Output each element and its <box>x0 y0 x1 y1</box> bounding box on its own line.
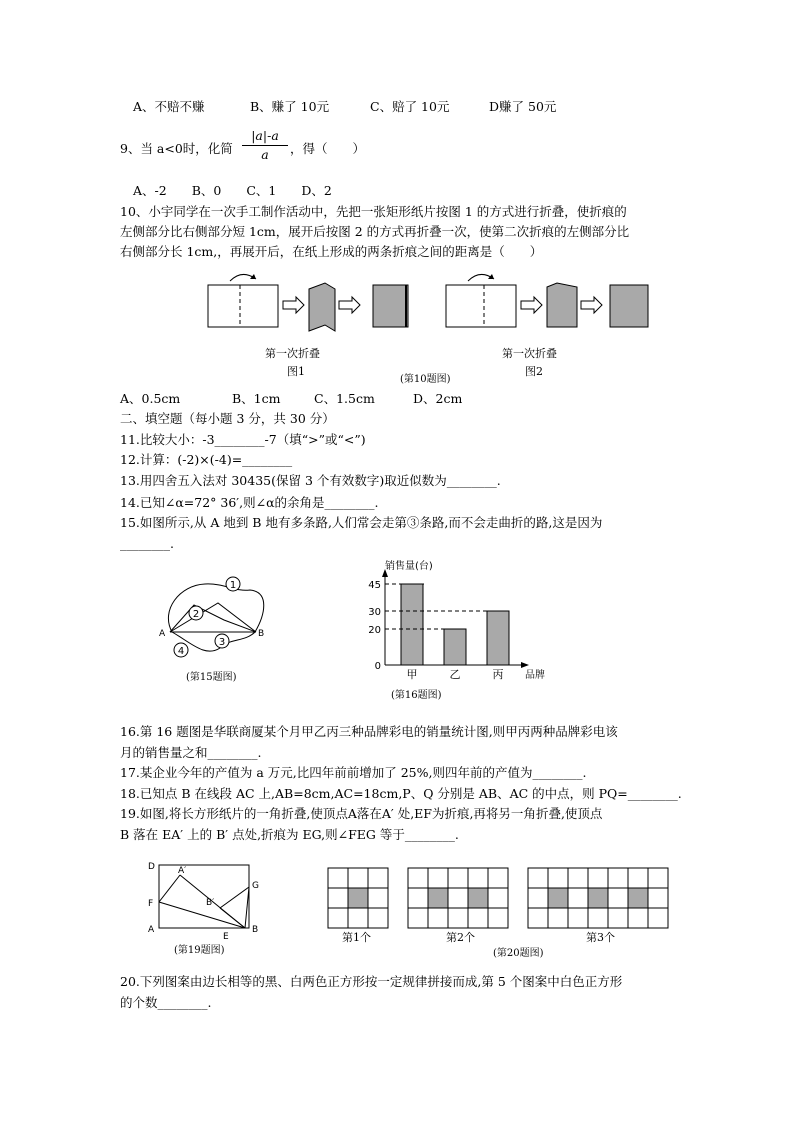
black-square <box>468 888 488 908</box>
fig16-chart <box>355 555 555 690</box>
pattern-3 <box>528 868 668 928</box>
q14: 14.已知∠α=72° 36′,则∠α的余角是________. <box>120 495 379 510</box>
fig2-arrow-2 <box>581 297 602 313</box>
white-square <box>628 868 648 888</box>
fig1-folding <box>309 283 335 331</box>
black-square <box>628 888 648 908</box>
fig19-F: F <box>148 899 154 909</box>
fig19-G: G <box>252 881 259 891</box>
q9-text-after: ，得（ ） <box>290 141 366 156</box>
fig15 <box>150 570 280 665</box>
fig19-B1: B′ <box>206 898 215 908</box>
fig19-caption: (第19题图) <box>174 945 225 956</box>
white-square <box>348 868 368 888</box>
chart-ylabel: 销售量(台) <box>385 561 433 572</box>
q8-option-b: B、赚了 10元 <box>250 99 330 114</box>
fig20 <box>320 864 680 934</box>
q10-line3: 右侧部分长 1cm,，再展开后，在纸上形成的两条折痕之间的距离是（ ） <box>120 244 543 259</box>
fig2-caption: 第一次折叠 <box>502 347 557 360</box>
route4-label: 4 <box>177 646 185 657</box>
q9-options: A、-2 B、0 C、1 D、2 <box>133 183 332 198</box>
q10-option-b: B、1cm <box>232 391 281 406</box>
x-category-label: 丙 <box>492 668 504 681</box>
y-tick-label: 30 <box>368 607 381 618</box>
white-square <box>328 868 348 888</box>
q10-option-c: C、1.5cm <box>314 391 375 406</box>
black-square <box>348 888 368 908</box>
q15-line1: 15.如图所示,从 A 地到 B 地有多条路,人们常会走第③条路,而不会走曲折的路,这是因为 <box>120 515 603 530</box>
q10-figure <box>200 265 660 385</box>
fig15-caption: (第15题图) <box>186 672 237 683</box>
q15-line2: ________. <box>120 536 174 551</box>
fig19-A1: A′ <box>178 866 187 876</box>
bar-丙 <box>487 611 509 665</box>
white-square <box>448 908 468 928</box>
q18: 18.已知点 B 在线段 AC 上,AB=8cm,AC=18cm,P、Q 分别是 AB、AC 的中点，则 PQ=________. <box>120 786 682 801</box>
chart-caption: (第16题图) <box>391 690 442 701</box>
q9-fraction <box>242 128 288 163</box>
q20-line2: 的个数________. <box>120 995 212 1010</box>
pattern-2 <box>408 868 508 928</box>
q8-option-a: A、不赔不赚 <box>133 99 205 114</box>
point-b-label: B <box>258 629 265 639</box>
fig2-group <box>446 274 648 327</box>
fig20-cap2: 第2个 <box>446 931 475 944</box>
white-square <box>368 888 388 908</box>
fig19-A: A <box>148 925 155 935</box>
white-square <box>648 908 668 928</box>
x-axis-arrow <box>521 662 529 668</box>
fig1-folded <box>373 285 408 327</box>
route-2-branch <box>170 605 256 632</box>
white-square <box>448 868 468 888</box>
bar-甲 <box>401 584 423 665</box>
white-square <box>628 908 648 928</box>
q9-text-before: 9、当 a<0时，化简 <box>120 141 233 156</box>
q10-option-a: A、0.5cm <box>120 391 181 406</box>
fig20-cap1: 第1个 <box>342 931 371 944</box>
pattern-1 <box>328 868 388 928</box>
white-square <box>368 908 388 928</box>
white-square <box>528 888 548 908</box>
white-square <box>588 908 608 928</box>
fig1-arrow-2 <box>339 297 360 313</box>
fig1-paper <box>208 285 278 327</box>
y-tick-label: 20 <box>368 625 381 636</box>
white-square <box>468 868 488 888</box>
fig19-B: B <box>252 925 259 935</box>
q17: 17.某企业今年的产值为 a 万元,比四年前前增加了 25%,则四年前的产值为________. <box>120 765 587 780</box>
q20-line1: 20.下列图案由边长相等的黑、白两色正方形按一定规律拼接而成,第 5 个图案中白色正方形 <box>120 974 623 989</box>
q9-denominator: a <box>261 147 269 162</box>
route2-label: 2 <box>192 609 200 620</box>
y-tick-label: 45 <box>368 580 381 591</box>
q16-line1: 16.第 16 题图是华联商厦某个月甲乙丙三种品牌彩电的销量统计图,则甲丙两种品牌彩电该 <box>120 724 618 739</box>
q9-numerator: |a|-a <box>251 128 279 143</box>
white-square <box>448 888 468 908</box>
section2-title: 二、填空题（每小题 3 分，共 30 分） <box>120 411 335 426</box>
q19-line2: B 落在 EA′ 上的 B′ 点处,折痕为 EG,则∠FEG 等于________. <box>120 827 459 842</box>
white-square <box>468 908 488 928</box>
white-square <box>408 868 428 888</box>
white-square <box>548 908 568 928</box>
q10-line2: 左侧部分比右侧部分短 1cm，展开后按图 2 的方式再折叠一次，使第二次折痕的左侧部分比 <box>120 224 630 239</box>
x-category-label: 乙 <box>449 668 461 681</box>
white-square <box>488 888 508 908</box>
black-square <box>588 888 608 908</box>
fig1-caption: 第一次折叠 <box>265 347 320 360</box>
white-square <box>348 908 368 928</box>
fig2-label: 图2 <box>525 365 543 378</box>
y-tick-label: 0 <box>374 661 381 672</box>
bar-乙 <box>444 629 466 665</box>
fig1-label: 图1 <box>287 365 305 378</box>
white-square <box>428 908 448 928</box>
fig20-caption: (第20题图) <box>493 948 544 959</box>
x-category-label: 甲 <box>406 668 418 681</box>
q11: 11.比较大小：-3________-7（填“>”或“<”) <box>120 432 366 447</box>
fig1-arrow-1 <box>283 297 304 313</box>
white-square <box>608 888 628 908</box>
fig2-arrow-1 <box>521 297 542 313</box>
q8-option-d: D赚了 50元 <box>489 99 557 114</box>
q8-option-c: C、赔了 10元 <box>370 99 450 114</box>
white-square <box>428 868 448 888</box>
white-square <box>568 888 588 908</box>
white-square <box>568 908 588 928</box>
route3-label: 3 <box>218 637 226 648</box>
q9-fraction-bar <box>242 145 288 146</box>
q10-figure-title: (第10题图) <box>400 374 451 385</box>
fig19-D: D <box>148 862 155 872</box>
white-square <box>328 908 348 928</box>
route1-label: 1 <box>229 580 237 591</box>
fig1-group <box>208 274 408 331</box>
white-square <box>548 868 568 888</box>
fig19-E: E <box>223 932 229 940</box>
point-a-label: A <box>159 629 166 639</box>
white-square <box>488 908 508 928</box>
black-square <box>548 888 568 908</box>
q16-line2: 月的销售量之和________. <box>120 745 262 760</box>
q19-line1: 19.如图,将长方形纸片的一角折叠,使顶点A落在A′ 处,EF为折痕,再将另一角折叠,使顶点 <box>120 806 603 821</box>
white-square <box>588 868 608 888</box>
fig19 <box>140 855 270 940</box>
white-square <box>488 868 508 888</box>
white-square <box>528 868 548 888</box>
q12: 12.计算：(-2)×(-4)=________ <box>120 452 293 467</box>
q13: 13.用四舍五入法对 30435(保留 3 个有效数字)取近似数为________. <box>120 473 501 488</box>
fig2-folding <box>547 283 577 327</box>
white-square <box>648 888 668 908</box>
q10-line1: 10、小宇同学在一次手工制作活动中，先把一张矩形纸片按图 1 的方式进行折叠，使折痕的 <box>120 204 627 219</box>
white-square <box>368 868 388 888</box>
q10-option-d: D、2cm <box>413 391 463 406</box>
white-square <box>608 868 628 888</box>
white-square <box>608 908 628 928</box>
fig2-paper <box>446 285 516 327</box>
white-square <box>328 888 348 908</box>
white-square <box>648 868 668 888</box>
white-square <box>528 908 548 928</box>
fig20-cap3: 第3个 <box>586 931 615 944</box>
white-square <box>568 868 588 888</box>
white-square <box>408 908 428 928</box>
chart-xlabel: 品牌 <box>525 670 545 681</box>
black-square <box>428 888 448 908</box>
white-square <box>408 888 428 908</box>
fig2-folded <box>610 285 648 327</box>
